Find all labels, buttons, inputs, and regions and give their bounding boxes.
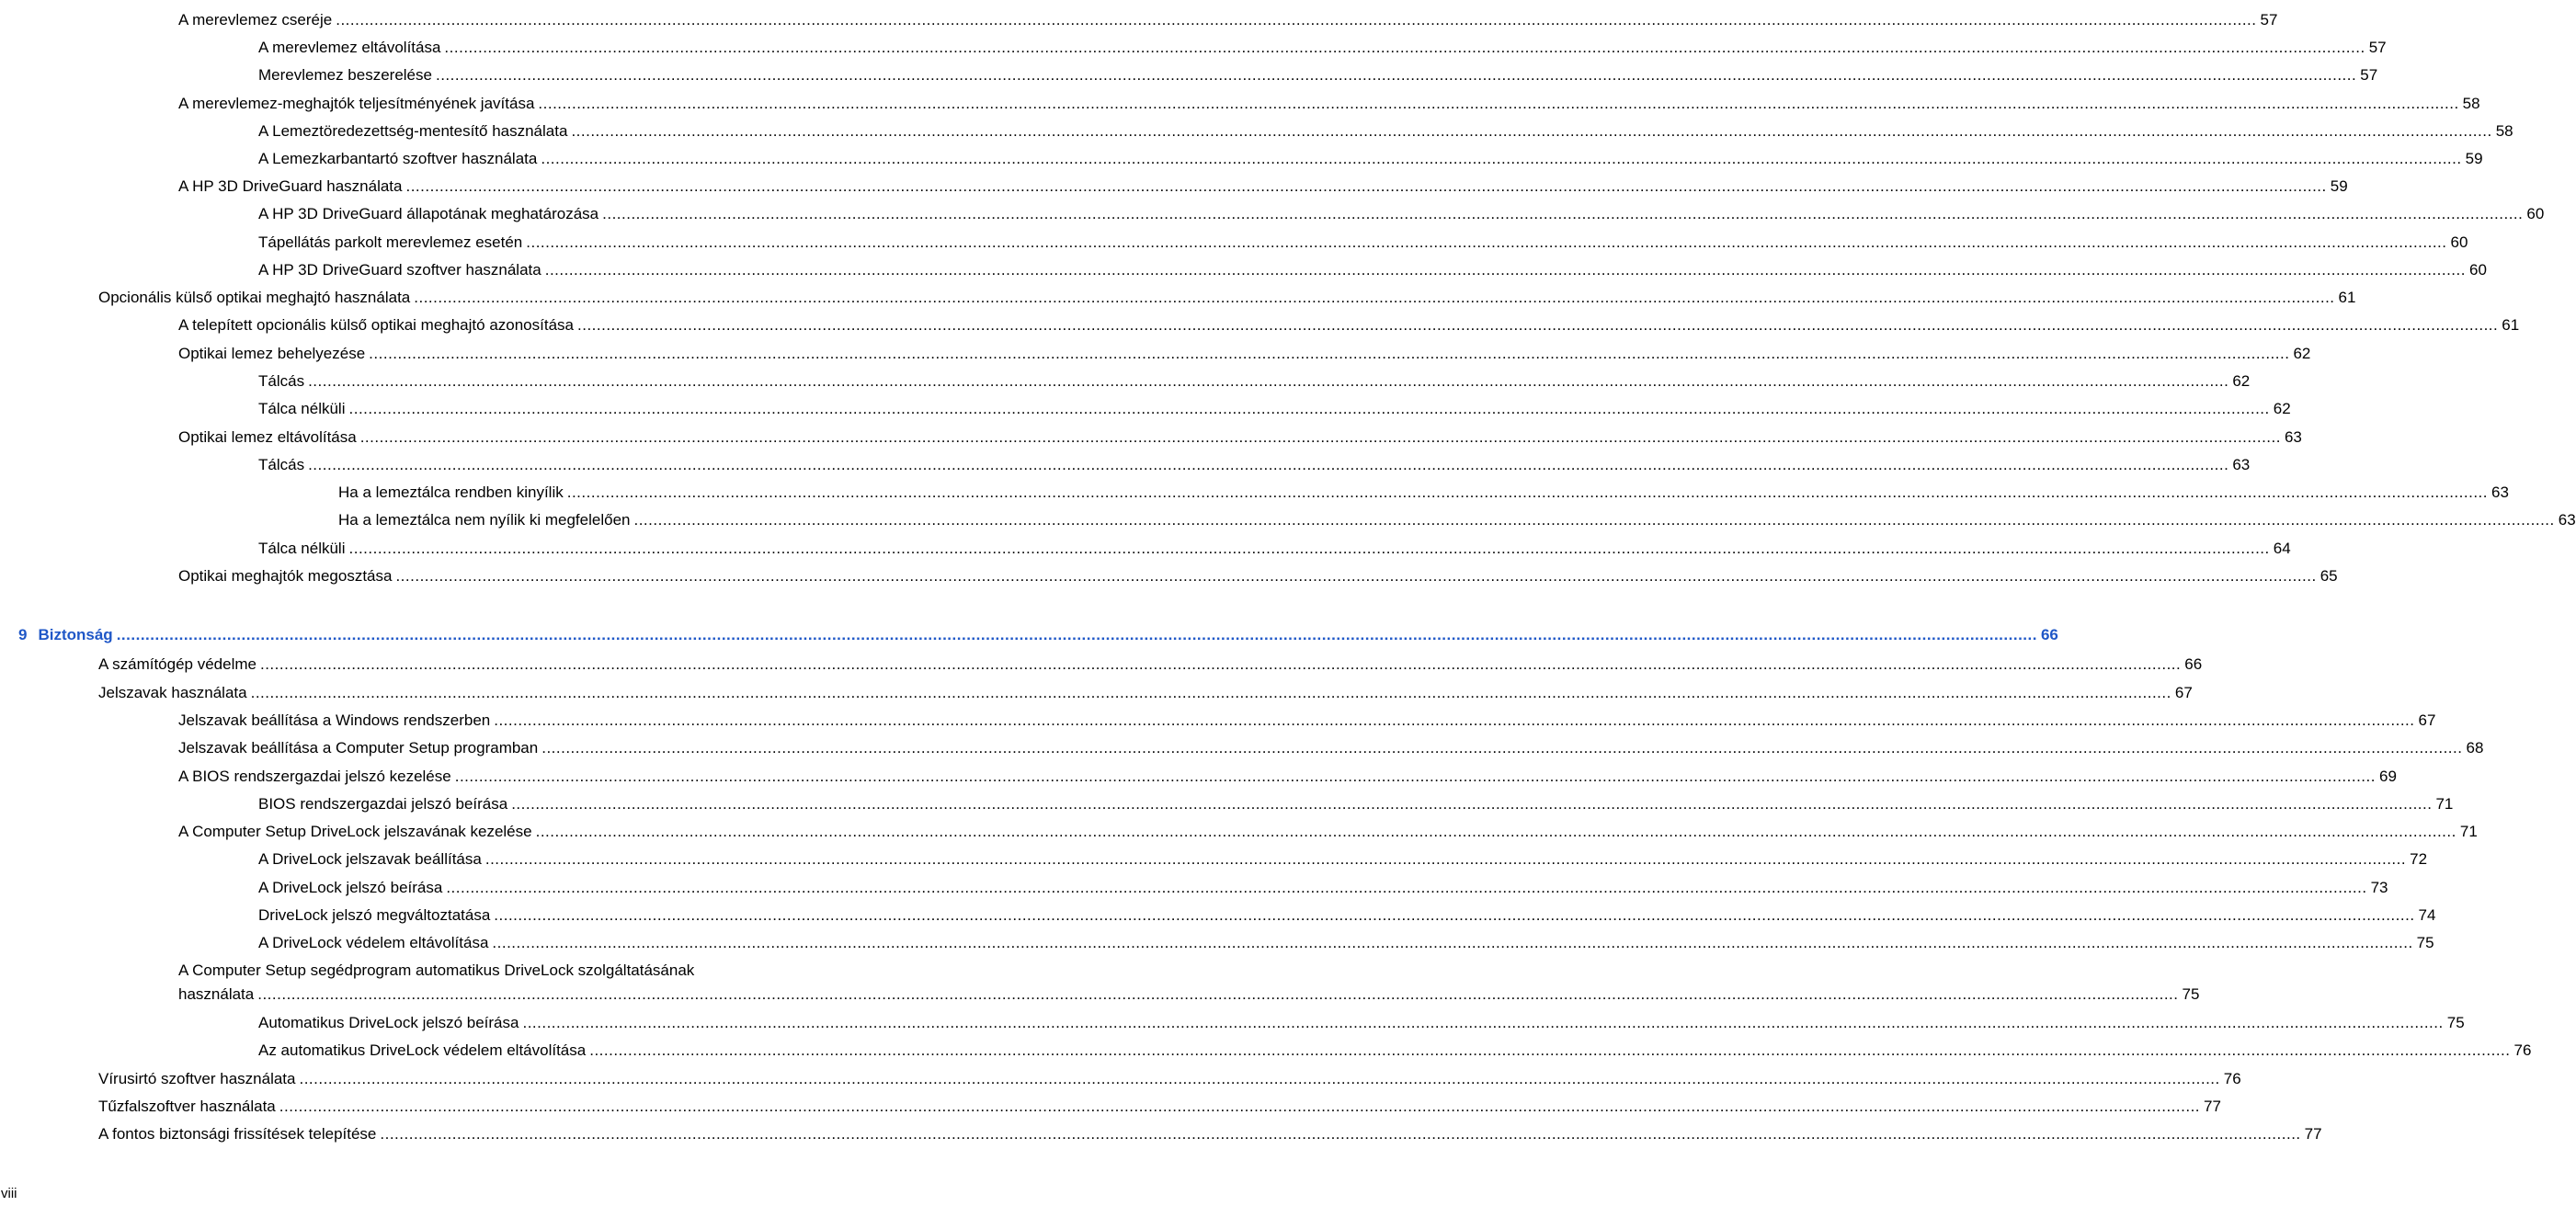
toc-entry-page: 75 bbox=[2182, 985, 2200, 1003]
dot-leader: ................................................................................................................................................................................................................................................................................................................................................................................................................ bbox=[538, 95, 2459, 112]
toc-entry-page: 57 bbox=[2360, 66, 2378, 84]
dot-leader: ................................................................................................................................................................................................................................................................................................................................................................................................................ bbox=[250, 684, 2171, 701]
toc-entry-page: 62 bbox=[2232, 372, 2251, 390]
toc-entry[interactable] bbox=[98, 681, 2193, 705]
toc-entry-page: 60 bbox=[2450, 233, 2468, 251]
toc-entry-page: 63 bbox=[2284, 428, 2302, 446]
toc-entry-page: 73 bbox=[2370, 879, 2388, 896]
toc-entry-page: 66 bbox=[2184, 655, 2203, 673]
toc-entry-page: 67 bbox=[2174, 684, 2193, 701]
toc-entry-page: 58 bbox=[2462, 95, 2480, 112]
toc-entry-title: A BIOS rendszergazdai jelszó kezelése bbox=[178, 768, 451, 785]
dot-leader: ................................................................................................................................................................................................................................................................................................................................................................................................................ bbox=[259, 655, 2182, 673]
dot-leader: ................................................................................................................................................................................................................................................................................................................................................................................................................ bbox=[308, 456, 2229, 473]
dot-leader: ................................................................................................................................................................................................................................................................................................................................................................................................................ bbox=[494, 711, 2415, 729]
dot-leader: ................................................................................................................................................................................................................................................................................................................................................................................................................ bbox=[336, 11, 2257, 28]
toc-entry-page: 71 bbox=[2435, 795, 2454, 813]
toc-entry-title: Tálca nélküli bbox=[258, 400, 346, 417]
toc-entry-title: Tálcás bbox=[258, 456, 305, 473]
toc-entry[interactable] bbox=[178, 765, 2397, 789]
toc-entry-title: Ha a lemeztálca rendben kinyílik bbox=[338, 484, 564, 501]
dot-leader: ................................................................................................................................................................................................................................................................................................................................................................................................................ bbox=[511, 795, 2433, 813]
dot-leader: ................................................................................................................................................................................................................................................................................................................................................................................................................ bbox=[299, 1070, 2220, 1087]
toc-entry-title: Automatikus DriveLock jelszó beírása bbox=[258, 1014, 519, 1031]
dot-leader: ................................................................................................................................................................................................................................................................................................................................................................................................................ bbox=[522, 1014, 2444, 1031]
toc-entry-title: A Lemezkarbantartó szoftver használata bbox=[258, 150, 538, 167]
toc-chapter-entry[interactable] bbox=[18, 623, 2058, 647]
toc-entry-title: Optikai lemez behelyezése bbox=[178, 345, 366, 362]
toc-entry-page: 69 bbox=[2378, 768, 2397, 785]
toc-entry-title: Tűzfalszoftver használata bbox=[98, 1098, 276, 1115]
toc-entry[interactable] bbox=[178, 8, 2278, 32]
toc-entry-title: Jelszavak beállítása a Windows rendszerben bbox=[178, 711, 491, 729]
dot-leader: ................................................................................................................................................................................................................................................................................................................................................................................................................ bbox=[444, 39, 2365, 56]
toc-entry-page: 63 bbox=[2232, 456, 2251, 473]
toc-entry-title: Jelszavak használata bbox=[98, 684, 247, 701]
toc-entry-title: BIOS rendszergazdai jelszó beírása bbox=[258, 795, 508, 813]
toc-entry-title: Optikai meghajtók megosztása bbox=[178, 567, 393, 585]
toc-entry-title: A DriveLock jelszó beírása bbox=[258, 879, 443, 896]
toc-entry[interactable] bbox=[258, 397, 2291, 421]
toc-entry[interactable] bbox=[178, 426, 2302, 449]
toc-entry-title-line: A Computer Setup segédprogram automatikus DriveLock szolgáltatásának bbox=[178, 961, 695, 979]
dot-leader: ................................................................................................................................................................................................................................................................................................................................................................................................................ bbox=[484, 850, 2407, 868]
toc-entry[interactable] bbox=[178, 820, 2478, 844]
dot-leader: ................................................................................................................................................................................................................................................................................................................................................................................................................ bbox=[348, 540, 2270, 557]
toc-entry-page: 67 bbox=[2418, 711, 2436, 729]
toc-entry-title: Ha a lemeztálca nem nyílik ki megfelelően bbox=[338, 511, 631, 529]
toc-entry-title: Tálcás bbox=[258, 372, 305, 390]
toc-entry-title: A HP 3D DriveGuard használata bbox=[178, 177, 403, 195]
dot-leader: ................................................................................................................................................................................................................................................................................................................................................................................................................ bbox=[633, 511, 2555, 529]
toc-entry[interactable] bbox=[98, 653, 2203, 677]
dot-leader: ................................................................................................................................................................................................................................................................................................................................................................................................................ bbox=[541, 739, 2463, 757]
dot-leader: ................................................................................................................................................................................................................................................................................................................................................................................................................ bbox=[446, 879, 2367, 896]
toc-entry-page: 74 bbox=[2418, 906, 2436, 924]
toc-entry[interactable] bbox=[258, 848, 2428, 871]
dot-leader: ................................................................................................................................................................................................................................................................................................................................................................................................................ bbox=[395, 567, 2317, 585]
toc-entry[interactable] bbox=[178, 709, 2436, 733]
toc-entry-title: A telepített opcionális külső optikai meghajtó azonosítása bbox=[178, 316, 574, 334]
dot-leader: ................................................................................................................................................................................................................................................................................................................................................................................................................ bbox=[492, 934, 2413, 951]
toc-entry-page: 60 bbox=[2526, 205, 2545, 222]
toc-entry-title: A számítógép védelme bbox=[98, 655, 256, 673]
toc-entry[interactable] bbox=[178, 175, 2348, 199]
toc-entry[interactable] bbox=[258, 537, 2291, 561]
toc-entry[interactable] bbox=[258, 876, 2388, 900]
toc-entry-page: 76 bbox=[2513, 1041, 2532, 1059]
toc-entry-title: A merevlemez cseréje bbox=[178, 11, 333, 28]
toc-entry[interactable] bbox=[98, 1122, 2322, 1146]
toc-entry-page: 71 bbox=[2459, 823, 2478, 840]
toc-entry[interactable] bbox=[338, 481, 2509, 505]
dot-leader: ................................................................................................................................................................................................................................................................................................................................................................................................................ bbox=[577, 316, 2499, 334]
page-number: viii bbox=[1, 1186, 17, 1201]
toc-entry-title: A merevlemez eltávolítása bbox=[258, 39, 441, 56]
dot-leader: ................................................................................................................................................................................................................................................................................................................................................................................................................ bbox=[380, 1125, 2301, 1143]
toc-entry-title: A Computer Setup DriveLock jelszavának kezelése bbox=[178, 823, 532, 840]
toc-entry[interactable] bbox=[178, 564, 2338, 588]
toc-entry[interactable] bbox=[258, 370, 2251, 393]
toc-entry-title: Optikai lemez eltávolítása bbox=[178, 428, 357, 446]
toc-entry-title: A fontos biztonsági frissítések telepítése bbox=[98, 1125, 377, 1143]
toc-entry[interactable] bbox=[258, 63, 2378, 87]
dot-leader: ................................................................................................................................................................................................................................................................................................................................................................................................................ bbox=[435, 66, 2357, 84]
toc-entry-page: 68 bbox=[2466, 739, 2484, 757]
toc-entry-page: 76 bbox=[2223, 1070, 2241, 1087]
toc-entry[interactable] bbox=[258, 1011, 2465, 1035]
toc-entry-page: 77 bbox=[2304, 1125, 2322, 1143]
toc-entry[interactable] bbox=[98, 1067, 2241, 1091]
toc-entry-title: A merevlemez-meghajtók teljesítményének javítása bbox=[178, 95, 535, 112]
toc-entry-page: 75 bbox=[2446, 1014, 2465, 1031]
toc-entry-page: 58 bbox=[2495, 122, 2513, 140]
toc-entry[interactable] bbox=[258, 258, 2487, 282]
toc-entry-title: A Lemeztöredezettség-mentesítő használata bbox=[258, 122, 568, 140]
toc-entry[interactable] bbox=[178, 92, 2480, 116]
toc-entry[interactable] bbox=[258, 453, 2251, 477]
toc-chapter-number: 9 bbox=[18, 626, 28, 643]
toc-entry-title: Jelszavak beállítása a Computer Setup programban bbox=[178, 739, 539, 757]
dot-leader: ................................................................................................................................................................................................................................................................................................................................................................................................................ bbox=[541, 150, 2462, 167]
toc-entry-page: 59 bbox=[2465, 150, 2483, 167]
toc-entry[interactable] bbox=[98, 1095, 2221, 1119]
toc-entry-title: A DriveLock jelszavak beállítása bbox=[258, 850, 482, 868]
toc-entry[interactable] bbox=[258, 231, 2468, 255]
dot-leader: ................................................................................................................................................................................................................................................................................................................................................................................................................ bbox=[571, 122, 2492, 140]
dot-leader: ................................................................................................................................................................................................................................................................................................................................................................................................................ bbox=[359, 428, 2281, 446]
toc-entry[interactable] bbox=[258, 931, 2434, 955]
toc-entry-page: 66 bbox=[2040, 626, 2058, 643]
toc-entry-title: Tápellátás parkolt merevlemez esetén bbox=[258, 233, 523, 251]
toc-entry[interactable] bbox=[258, 904, 2436, 927]
toc-entry-page: 60 bbox=[2468, 261, 2487, 279]
toc-entry-page: 62 bbox=[2273, 400, 2291, 417]
dot-leader: ................................................................................................................................................................................................................................................................................................................................................................................................................ bbox=[414, 289, 2335, 306]
toc-entry-title: A DriveLock védelem eltávolítása bbox=[258, 934, 489, 951]
toc-entry-page: 57 bbox=[2368, 39, 2387, 56]
toc-entry-page: 75 bbox=[2416, 934, 2434, 951]
toc-entry-page: 61 bbox=[2502, 316, 2520, 334]
toc-entry-title: Az automatikus DriveLock védelem eltávolítása bbox=[258, 1041, 587, 1059]
toc-entry-page: 63 bbox=[2491, 484, 2509, 501]
toc-entry[interactable] bbox=[178, 313, 2520, 337]
toc-entry[interactable] bbox=[258, 147, 2483, 171]
toc-entry-page: 57 bbox=[2260, 11, 2278, 28]
dot-leader: ................................................................................................................................................................................................................................................................................................................................................................................................................ bbox=[535, 823, 2456, 840]
toc-entry-title: DriveLock jelszó megváltoztatása bbox=[258, 906, 491, 924]
toc-entry-title: A HP 3D DriveGuard szoftver használata bbox=[258, 261, 541, 279]
toc-entry[interactable] bbox=[178, 342, 2311, 366]
toc-entry[interactable] bbox=[178, 959, 2200, 1007]
dot-leader: ................................................................................................................................................................................................................................................................................................................................................................................................................ bbox=[566, 484, 2488, 501]
toc-entry-title: Tálca nélküli bbox=[258, 540, 346, 557]
toc-entry[interactable] bbox=[258, 1039, 2532, 1063]
toc-entry[interactable] bbox=[258, 202, 2545, 226]
toc-entry-title: Opcionális külső optikai meghajtó használata bbox=[98, 289, 411, 306]
toc-entry[interactable] bbox=[258, 119, 2513, 143]
toc-entry[interactable] bbox=[98, 286, 2356, 310]
dot-leader: ................................................................................................................................................................................................................................................................................................................................................................................................................ bbox=[308, 372, 2229, 390]
toc-entry-page: 61 bbox=[2338, 289, 2356, 306]
dot-leader: ................................................................................................................................................................................................................................................................................................................................................................................................................ bbox=[454, 768, 2376, 785]
dot-leader: ................................................................................................................................................................................................................................................................................................................................................................................................................ bbox=[257, 985, 2179, 1003]
dot-leader: ................................................................................................................................................................................................................................................................................................................................................................................................................ bbox=[279, 1098, 2201, 1115]
toc-entry[interactable] bbox=[258, 792, 2454, 816]
toc-entry-page: 77 bbox=[2204, 1098, 2221, 1115]
dot-leader: ................................................................................................................................................................................................................................................................................................................................................................................................................ bbox=[602, 205, 2524, 222]
dot-leader: ................................................................................................................................................................................................................................................................................................................................................................................................................ bbox=[369, 345, 2290, 362]
dot-leader: ................................................................................................................................................................................................................................................................................................................................................................................................................ bbox=[348, 400, 2270, 417]
toc-entry-title: Biztonság bbox=[38, 626, 113, 643]
toc-entry-title: Merevlemez beszerelése bbox=[258, 66, 432, 84]
toc-entry-page: 64 bbox=[2273, 540, 2291, 557]
toc-entry-page: 72 bbox=[2410, 850, 2428, 868]
dot-leader: ................................................................................................................................................................................................................................................................................................................................................................................................................ bbox=[526, 233, 2447, 251]
toc-entry[interactable] bbox=[178, 736, 2484, 760]
dot-leader: ................................................................................................................................................................................................................................................................................................................................................................................................................ bbox=[405, 177, 2327, 195]
dot-leader: ................................................................................................................................................................................................................................................................................................................................................................................................................ bbox=[589, 1041, 2511, 1059]
toc-entry-title: használata bbox=[178, 985, 255, 1003]
dot-leader: ................................................................................................................................................................................................................................................................................................................................................................................................................ bbox=[494, 906, 2415, 924]
toc-entry-title: Vírusirtó szoftver használata bbox=[98, 1070, 296, 1087]
toc-entry-page: 63 bbox=[2558, 511, 2576, 529]
toc-entry-title: A HP 3D DriveGuard állapotának meghatározása bbox=[258, 205, 599, 222]
dot-leader: ................................................................................................................................................................................................................................................................................................................................................................................................................ bbox=[544, 261, 2466, 279]
toc-entry[interactable] bbox=[338, 508, 2576, 532]
toc-entry-page: 59 bbox=[2330, 177, 2348, 195]
toc-entry-page: 62 bbox=[2293, 345, 2311, 362]
toc-entry[interactable] bbox=[258, 36, 2387, 60]
dot-leader: ................................................................................................................................................................................................................................................................................................................................................................................................................ bbox=[116, 626, 2037, 643]
toc-entry-page: 65 bbox=[2320, 567, 2338, 585]
